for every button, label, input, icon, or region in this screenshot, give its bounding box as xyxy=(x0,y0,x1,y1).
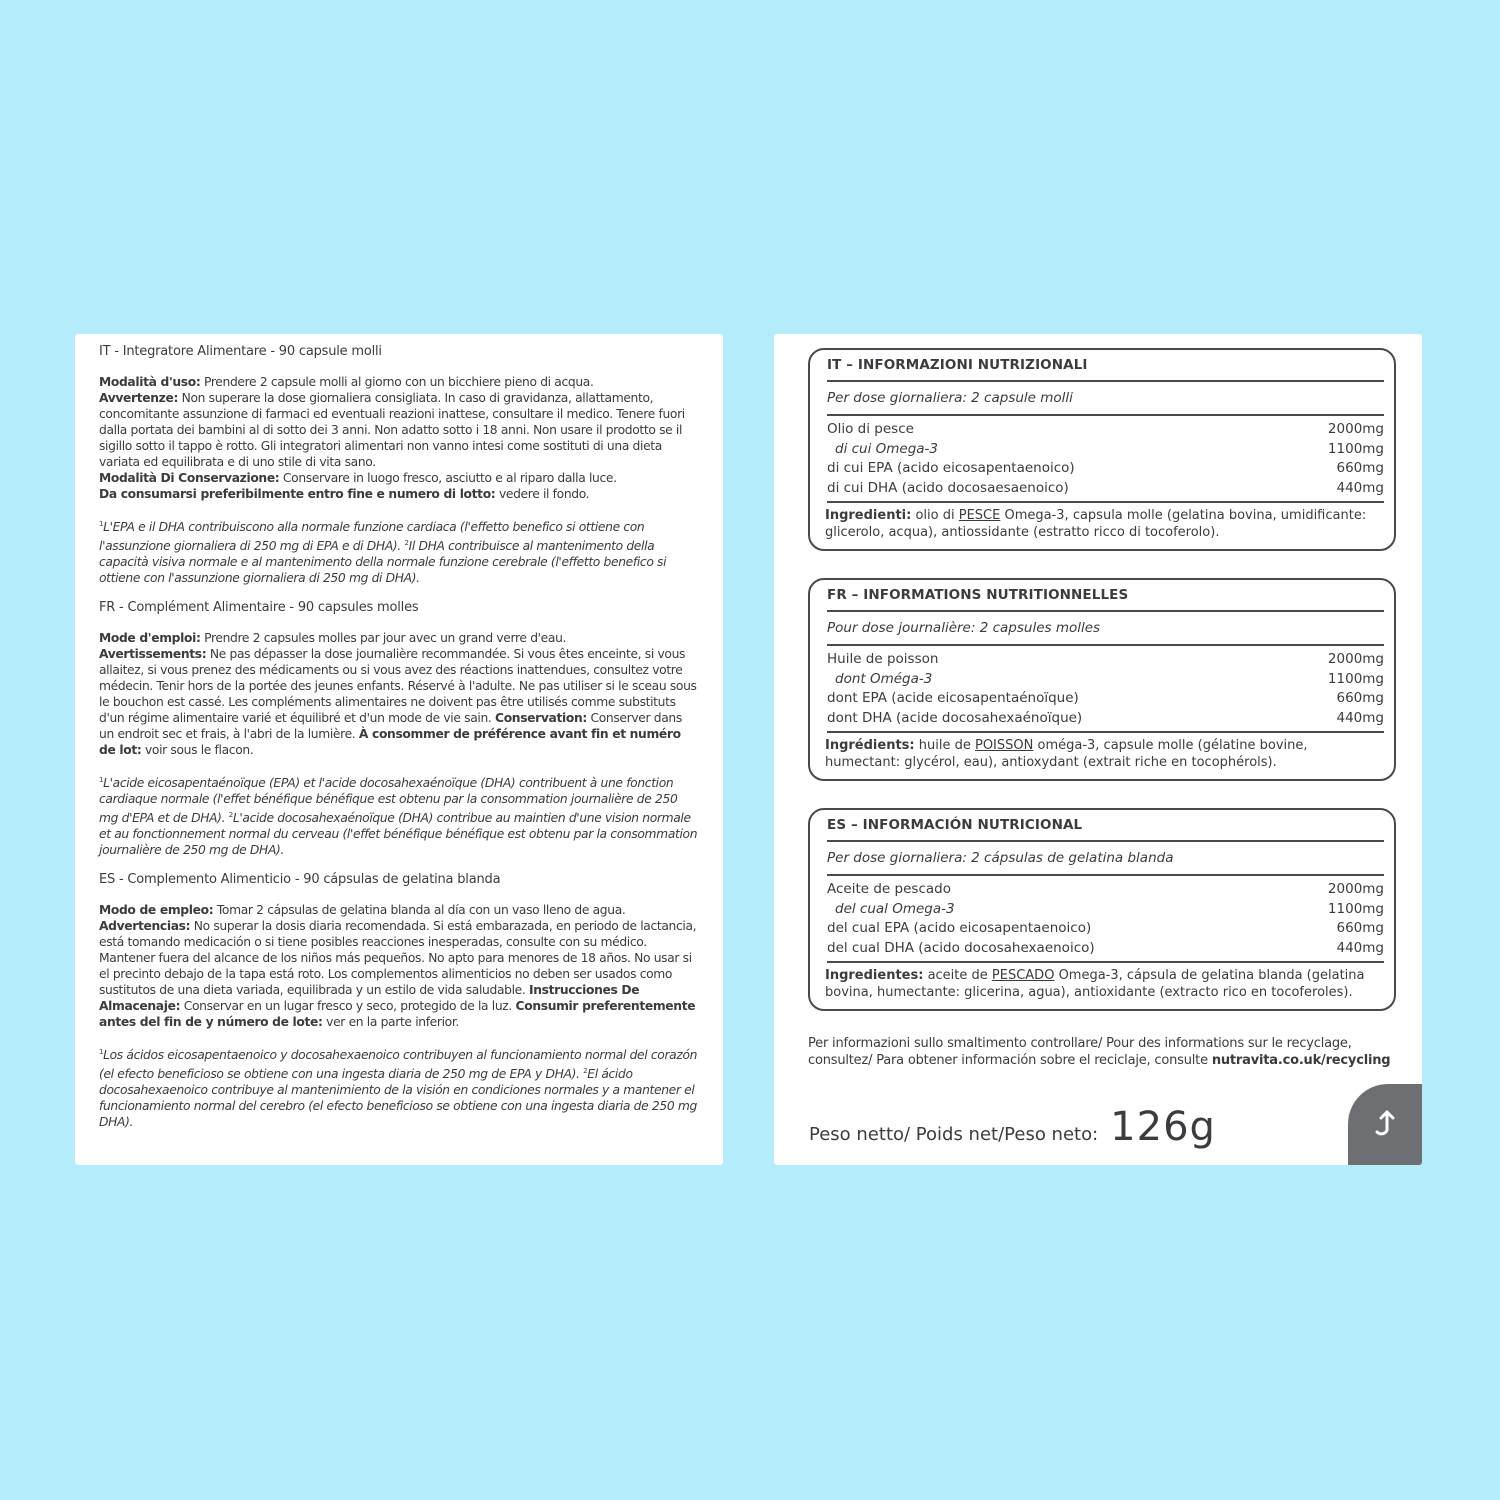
footnote-1: L'EPA e il DHA contribuiscono alla normale funzione cardiaca (l'effetto benefico si ottiene con l'assunzione giornaliera di 250 mg di EPA e di DHA). xyxy=(99,520,645,553)
left-label-panel xyxy=(75,334,723,1165)
section-title: ES - Complemento Alimenticio - 90 cápsulas de gelatina blanda xyxy=(99,872,501,887)
footnote-marker: 2 xyxy=(583,1067,588,1075)
storage-body: Conserver dans un endroit sec et frais, à l'abri de la lumière. xyxy=(99,711,682,741)
ingredients-label: Ingrédients: xyxy=(825,738,915,753)
nutrient-label: Huile de poisson xyxy=(827,651,939,667)
nutrition-table-it xyxy=(808,348,1396,551)
ingredients-body: huile de xyxy=(914,738,975,753)
nutrient-label: dont Oméga-3 xyxy=(835,670,933,687)
net-weight-label: Peso netto/ Poids net/Peso neto: xyxy=(809,1124,1099,1145)
ingredients-label: Ingredientes: xyxy=(825,968,924,983)
nutrient-value: 660mg xyxy=(1336,460,1384,476)
net-weight-value: 126g xyxy=(1110,1104,1216,1150)
nutrition-dose: Pour dose journalière: 2 capsules molles xyxy=(827,612,1384,646)
warnings-body: Ne pas dépasser la dose journalière recommandée. Si vous êtes enceinte, si vous allaitez, si vous prenez des médicaments ou si vous avez des réactions inattendues, consultez votre médecin. Tenir hors de la portée des jeunes enfants. Réservé à l'adulte. Ne pas utiliser si le sceau sous le bouchon est cassé. Les compléments alimentaires ne doivent pas être utilisés comme substituts d'un régime alimentaire varié et équilibré et d'un mode de vie sain. xyxy=(99,647,697,725)
lot-label: Consumir preferentemente antes del fin de y número de lote: xyxy=(99,999,696,1029)
ingredients-label: Ingredienti: xyxy=(825,508,912,523)
nutrition-row xyxy=(827,420,1384,440)
usage-label: Mode d'emploi: xyxy=(99,631,201,645)
usage-body: Prendre 2 capsules molles par jour avec un grand verre d'eau. xyxy=(200,631,567,645)
nutrition-row xyxy=(827,919,1384,939)
allergen: PESCE xyxy=(958,508,1001,523)
nutrient-label: Aceite de pescado xyxy=(827,881,951,897)
storage-label: Instrucciones De Almacenaje: xyxy=(99,983,640,1013)
nutrient-value: 2000mg xyxy=(1327,651,1384,667)
net-weight xyxy=(809,1104,1216,1150)
nutrient-value: 2000mg xyxy=(1327,421,1384,437)
nutrient-label: Olio di pesce xyxy=(827,421,914,437)
nutrition-row xyxy=(827,459,1384,479)
footnotes xyxy=(99,1044,699,1130)
storage-body: Conservar en un lugar fresco y seco, protegido de la luz. xyxy=(180,999,512,1013)
footnote-marker: 1 xyxy=(99,776,104,784)
ingredients-body: aceite de xyxy=(923,968,992,983)
footnote-marker: 1 xyxy=(99,520,104,528)
usage-text xyxy=(99,902,699,1030)
warnings-body: Non superare la dose giornaliera consigliata. In caso di gravidanza, allattamento, concomitante assunzione di farmaci ed eventuali reazioni inattese, consultare il medico. Tenere fuori dalla portata dei bambini al di sotto dei 3 anni. Non adatto sotto i 18 anni. Non usare il prodotto se il sigillo sotto il tappo è rotto. Gli integratori alimentari non vanno intesi come sostituti di una dieta variata ed equilibrata e di uno stile di vita sano. xyxy=(99,391,685,469)
right-nutrition-panel xyxy=(774,334,1422,1165)
nutrition-row xyxy=(827,650,1384,670)
footnotes xyxy=(99,516,699,586)
footnote-1: Los ácidos eicosapentaenoico y docosahexaenoico contribuyen al funcionamiento normal del corazón (el efecto beneficioso se obtiene con una ingesta diaria de 250 mg de EPA y DHA). xyxy=(99,1048,698,1081)
storage-label: Modalità Di Conservazione: xyxy=(99,471,280,485)
warnings-label: Avertissements: xyxy=(99,647,207,661)
usage-text xyxy=(99,374,699,502)
footnote-marker: 1 xyxy=(99,1048,104,1056)
nutrition-dose: Per dose giornaliera: 2 capsule molli xyxy=(827,382,1384,416)
footnote-2: Il DHA contribuisce al mantenimento della capacità visiva normale e al mantenimento della normale funzione cerebrale (l'effetto benefico si ottiene con l'assunzione giornaliera di 250 mg di DHA). xyxy=(99,539,667,585)
nutrition-table-es xyxy=(808,808,1396,1011)
nutrition-rows xyxy=(827,646,1384,733)
nutrient-value: 660mg xyxy=(1336,690,1384,706)
ingredients-body: Omega-3, cápsula de gelatina blanda (gelatina bovina, humectante: glicerina, agua), antioxidante (extracto rico en tocoferoles). xyxy=(825,968,1365,1000)
nutrient-value: 440mg xyxy=(1336,709,1384,726)
nutrient-label: dont EPA (acide eicosapentaénoïque) xyxy=(827,690,1079,706)
usage-label: Modalità d'uso: xyxy=(99,375,201,389)
footnote-2: El ácido docosahexaenoico contribuye al mantenimiento de la visión en condiciones normales y a mantener el funcionamiento normal del cerebro (el efecto beneficioso se obtiene con una ingesta diaria de 250 mg DHA). xyxy=(99,1067,697,1129)
nutrition-row xyxy=(827,880,1384,900)
lot-label: À consommer de préférence avant fin et numéro de lot: xyxy=(99,727,681,757)
nutrition-row xyxy=(827,479,1384,499)
usage-body: Tomar 2 cápsulas de gelatina blanda al día con un vaso lleno de agua. xyxy=(213,903,626,917)
recycling-link[interactable]: nutravita.co.uk/recycling xyxy=(1211,1053,1391,1068)
footnotes xyxy=(99,772,699,858)
footnote-2: L'acide docosahexaénoïque (DHA) contribue au maintien d'une vision normale et au fonctionnement normal du cerveau (l'effet bénéfique bénéfique est obtenu par la consommation journalière de 250 mg de DHA). xyxy=(99,811,698,857)
nutrient-label: di cui Omega-3 xyxy=(835,440,939,457)
nutrition-row xyxy=(827,440,1384,460)
storage-label: Conservation: xyxy=(495,711,587,725)
nutrient-value: 440mg xyxy=(1336,479,1384,496)
footnote-1: L'acide eicosapentaénoïque (EPA) et l'acide docosahexaénoïque (DHA) contribuent à une fonction cardiaque normale (l'effet bénéfique bénéfique est obtenu par la consommation journalière de 250 mg d'EPA et de DHA). xyxy=(99,776,678,825)
ingredients-text xyxy=(825,733,1384,771)
warnings-body: No superar la dosis diaria recomendada. Si está embarazada, en periodo de lactancia, está tomando medicación o si tiene posibles reacciones inesperadas, consulte con su médico. Mantener fuera del alcance de los niños más pequeños. No apto para menores de 18 años. No usar si el precinto debajo de la tapa está roto. Los complementos alimenticios no deben ser usados como sustitutos de una dieta variada, equilibrada y un estilo de vida saludable. xyxy=(99,919,697,997)
lot-body: ver en la parte inferior. xyxy=(322,1015,459,1029)
usage-body: Prendere 2 capsule molli al giorno con un bicchiere pieno di acqua. xyxy=(200,375,594,389)
section-title: IT - Integratore Alimentare - 90 capsule molli xyxy=(99,344,382,359)
nutrient-value: 1100mg xyxy=(1327,900,1384,917)
nutrition-table-title: ES – INFORMACIÓN NUTRICIONAL xyxy=(827,814,1384,842)
lot-body: vedere il fondo. xyxy=(495,487,590,501)
recycling-note xyxy=(808,1035,1398,1069)
recycle-badge xyxy=(1348,1084,1422,1165)
ingredients-text xyxy=(825,963,1384,1001)
nutrient-label: del cual Omega-3 xyxy=(835,900,955,917)
usage-label: Modo de empleo: xyxy=(99,903,214,917)
warnings-label: Avvertenze: xyxy=(99,391,179,405)
nutrient-value: 1100mg xyxy=(1327,440,1384,457)
nutrient-label: di cui DHA (acido docosaesaenoico) xyxy=(827,479,1069,496)
nutrition-row xyxy=(827,939,1384,959)
nutrient-value: 660mg xyxy=(1336,920,1384,936)
nutrient-label: di cui EPA (acido eicosapentaenoico) xyxy=(827,460,1075,476)
nutrition-table-fr xyxy=(808,578,1396,781)
nutrition-row xyxy=(827,709,1384,729)
usage-text xyxy=(99,630,699,758)
ingredients-text xyxy=(825,503,1384,541)
recycling-text: Per informazioni sullo smaltimento controllare/ Pour des informations sur le recyclage, consultez/ Para obtener información sobre el reciclaje, consulte xyxy=(808,1036,1352,1068)
nutrition-table-title: FR – INFORMATIONS NUTRITIONNELLES xyxy=(827,584,1384,612)
nutrition-rows xyxy=(827,876,1384,963)
recycle-arrow-icon xyxy=(1373,1110,1399,1140)
warnings-label: Advertencias: xyxy=(99,919,191,933)
allergen: POISSON xyxy=(974,738,1034,753)
nutrition-row xyxy=(827,900,1384,920)
ingredients-body: olio di xyxy=(911,508,959,523)
section-it xyxy=(99,344,699,586)
section-title: FR - Complément Alimentaire - 90 capsules molles xyxy=(99,600,419,615)
nutrient-label: del cual EPA (acido eicosapentaenoico) xyxy=(827,920,1092,936)
nutrient-label: dont DHA (acide docosahexaénoïque) xyxy=(827,709,1083,726)
lot-body: voir sous le flacon. xyxy=(141,743,254,757)
nutrition-rows xyxy=(827,416,1384,503)
ingredients-body: oméga-3, capsule molle (gélatine bovine, humectant: glycérol, eau), antioxydant (extrait riche en tocophérols). xyxy=(825,738,1308,770)
section-es xyxy=(99,872,699,1130)
nutrient-label: del cual DHA (acido docosahexaenoico) xyxy=(827,939,1095,956)
ingredients-body: Omega-3, capsula molle (gelatina bovina, umidificante: glicerolo, acqua), antiossidante (estratto ricco di tocoferolo). xyxy=(825,508,1367,540)
nutrient-value: 440mg xyxy=(1336,939,1384,956)
section-fr xyxy=(99,600,699,858)
allergen: PESCADO xyxy=(991,968,1055,983)
footnote-marker: 2 xyxy=(228,811,233,819)
nutrient-value: 1100mg xyxy=(1327,670,1384,687)
nutrition-dose: Per dose giornaliera: 2 cápsulas de gelatina blanda xyxy=(827,842,1384,876)
footnote-marker: 2 xyxy=(404,539,409,547)
lot-label: Da consumarsi preferibilmente entro fine e numero di lotto: xyxy=(99,487,496,501)
nutrition-row xyxy=(827,670,1384,690)
storage-body: Conservare in luogo fresco, asciutto e al riparo dalla luce. xyxy=(279,471,617,485)
nutrition-table-title: IT – INFORMAZIONI NUTRIZIONALI xyxy=(827,354,1384,382)
nutrient-value: 2000mg xyxy=(1327,881,1384,897)
nutrition-row xyxy=(827,689,1384,709)
